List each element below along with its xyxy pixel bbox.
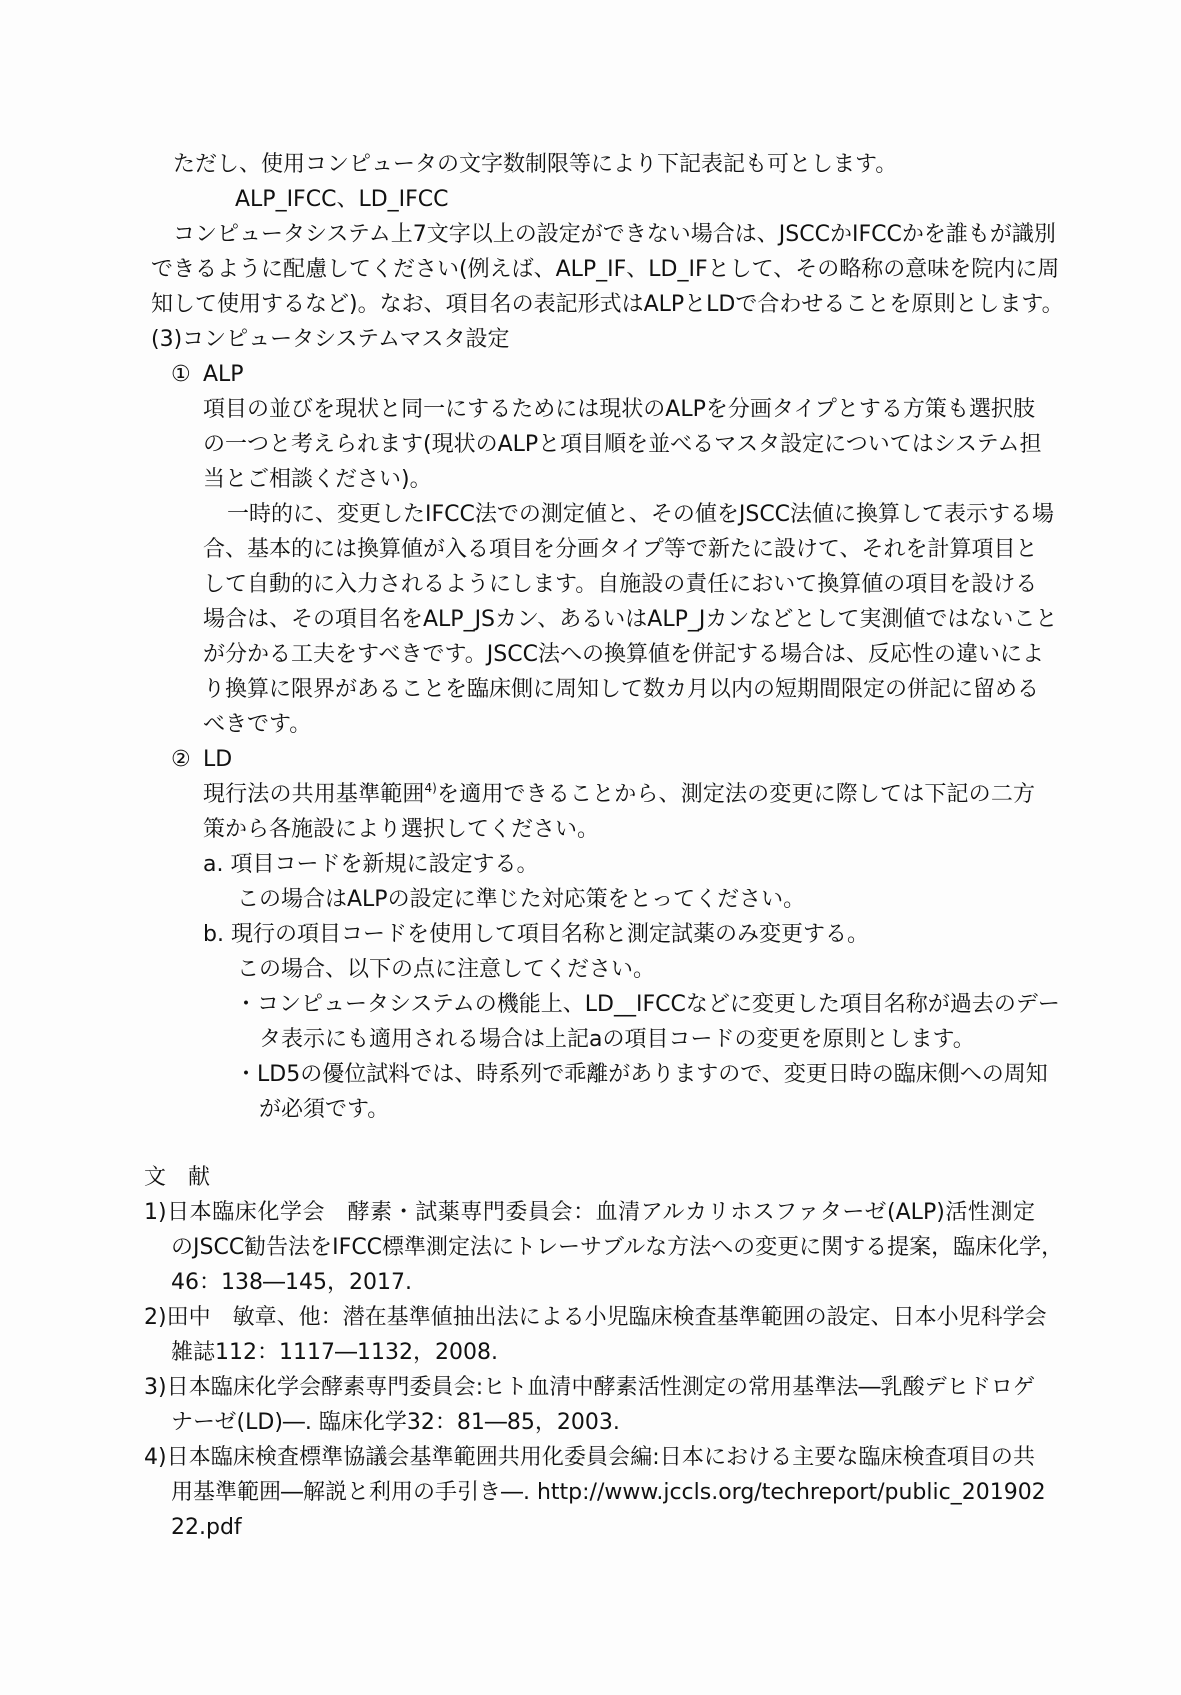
reference-continuation: 雑誌112：1117―1132，2008. [171,1340,498,1365]
item-number: ② [171,747,191,772]
reference-item: 1)日本臨床化学会 酵素・試薬専門委員会：血清アルカリホスファターゼ(ALP)活性測定 [144,1200,1035,1225]
paragraph-line: コンピュータシステム上7文字以上の設定ができない場合は、JSCCかIFCCかを誰もが識別 [173,222,1056,247]
paragraph-line: 一時的に、変更したIFCC法での測定値と、その値をJSCC法値に換算して表示する場 [227,502,1055,527]
reference-item: 3)日本臨床化学会酵素専門委員会:ヒト血清中酵素活性測定の常用基準法―乳酸デヒドロゲ [144,1375,1035,1400]
bullet-item: ・LD5の優位試料では、時系列で乖離がありますので、変更日時の臨床側への周知 [235,1062,1048,1087]
reference-continuation: のJSCC勧告法をIFCC標準測定法にトレーサブルな方法への変更に関する提案，臨床化学， [171,1235,1064,1260]
paragraph-line: ただし、使用コンピュータの文字数制限等により下記表記も可とします。 [173,152,898,177]
bullet-item: ・コンピュータシステムの機能上、LD__IFCCなどに変更した項目名称が過去のデー [235,992,1060,1017]
references-heading: 文 献 [144,1165,211,1190]
bullet-continuation: タ表示にも適用される場合は上記aの項目コードの変更を原則とします。 [259,1027,975,1052]
bullet-continuation: が必須です。 [259,1097,390,1122]
paragraph-line: して自動的に入力されるようにします。自施設の責任において換算値の項目を設ける [203,572,1038,597]
text: 現行法の共用基準範囲 [203,782,425,807]
paragraph-line: 合、基本的には換算値が入る項目を分画タイプ等で新たに設けて、それを計算項目と [203,537,1038,562]
paragraph-line: べきです。 [203,712,312,737]
reference-item: 2)田中 敏章、他：潜在基準値抽出法による小児臨床検査基準範囲の設定、日本小児科学会 [144,1305,1047,1330]
text: を適用できることから、測定法の変更に際しては下記の二方 [436,782,1035,807]
section-heading: (3)コンピュータシステムマスタ設定 [151,327,510,352]
paragraph-line: 場合は、その項目名をALP_JSカン、あるいはALP_Jカンなどとして実測値ではないこと [203,607,1058,632]
reference-continuation: 用基準範囲―解説と利用の手引き―. http://www.jccls.org/techreport/public_201902 [171,1480,1046,1505]
paragraph-line: この場合はALPの設定に準じた対応策をとってください。 [237,887,806,912]
reference-continuation: 46：138―145，2017. [171,1270,412,1295]
option-a: a. 項目コードを新規に設定する。 [203,852,539,877]
paragraph-line: 策から各施設により選択してください。 [203,817,600,842]
paragraph-line: できるように配慮してください(例えば、ALP_IF、LD_IFとして、その略称の意味を院内に周 [151,257,1060,282]
paragraph-line: が分かる工夫をすべきです。JSCC法への換算値を併記する場合は、反応性の違いによ [203,642,1044,667]
option-b: b. 現行の項目コードを使用して項目名称と測定試薬のみ変更する。 [203,922,869,947]
subsection-heading-alp: ALP [203,362,244,387]
subsection-heading-ld: LD [203,747,233,772]
item-name-example: ALP_IFCC、LD_IFCC [235,187,449,212]
paragraph-line: り換算に限界があることを臨床側に周知して数カ月以内の短期間限定の併記に留める [203,677,1040,702]
paragraph-line [203,781,1035,809]
reference-item: 4)日本臨床検査標準協議会基準範囲共用化委員会編:日本における主要な臨床検査項目の共 [144,1445,1035,1470]
paragraph-line: 項目の並びを現状と同一にするためには現状のALPを分画タイプとする方策も選択肢 [203,397,1035,422]
paragraph-line: 当とご相談ください)。 [203,467,432,492]
paragraph-line: の一つと考えられます(現状のALPと項目順を並べるマスタ設定についてはシステム担 [203,432,1042,457]
reference-continuation: ナーゼ(LD)―. 臨床化学32：81―85，2003. [171,1410,620,1435]
item-number: ① [171,362,191,387]
paragraph-line: 知して使用するなど)。なお、項目名の表記形式はALPとLDで合わせることを原則とします。 [151,292,1064,317]
citation-ref: 4) [424,781,437,795]
paragraph-line: この場合、以下の点に注意してください。 [237,957,656,982]
reference-continuation: 22.pdf [171,1515,242,1540]
